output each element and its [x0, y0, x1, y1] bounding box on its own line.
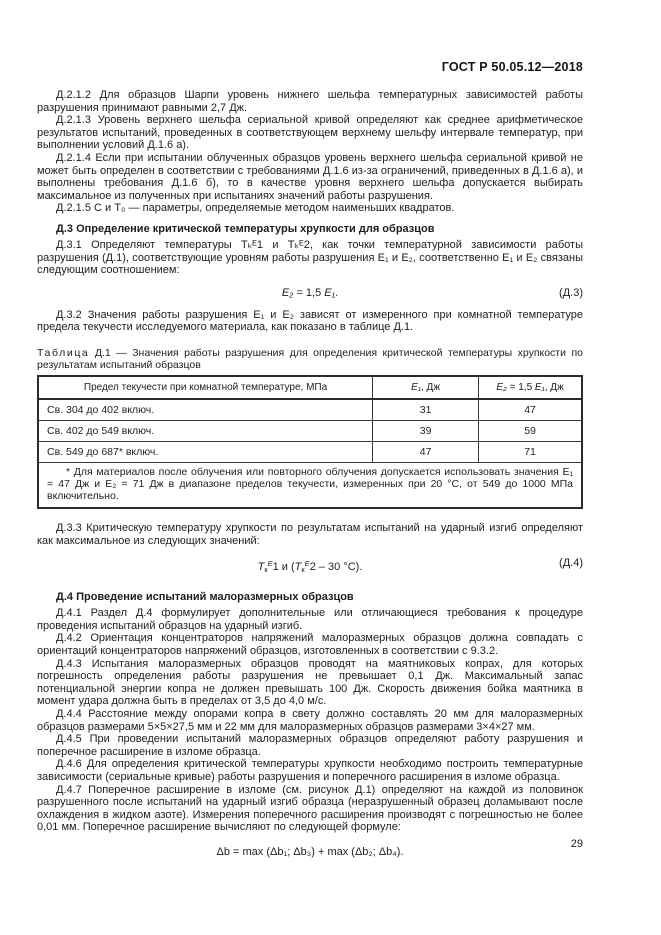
table-cell-range-2: Св. 402 до 549 включ.: [38, 421, 373, 442]
formula-d4-sub1: к: [264, 565, 268, 575]
table-caption: [37, 347, 583, 371]
formula-delta-b-body: Δb = max (Δb₁; Δb₃) + max (Δb₂; Δb₄).: [216, 845, 404, 858]
table-header-yield-strength: Предел текучести при комнатной температуре, МПа: [38, 376, 373, 399]
paragraph-d4-6: Д.4.6 Для определения критической температуры хрупкости необходимо построить температурные зависимости (сериальные кривые) работы разрушения и поперечного расширения в изломе образца.: [37, 758, 583, 783]
formula-d4-body: [258, 561, 363, 573]
formula-d4-t2: T: [294, 561, 302, 574]
formula-d4-t1: T: [257, 561, 265, 574]
table-row: [38, 421, 582, 442]
table-header-e2-mid: = 1,5: [506, 382, 535, 394]
table-footnote: [38, 463, 582, 508]
table-cell-e2-3: 71: [479, 442, 582, 463]
formula-d4-mid: и (: [278, 561, 295, 574]
table-header-e2-var2: E₁: [534, 382, 545, 394]
table-cell-e1-2: 39: [373, 421, 479, 442]
table-header-e2-var1: E₂: [496, 382, 507, 394]
paragraph-d4-3: Д.4.3 Испытания малоразмерных образцов проводят на маятниковых копрах, для которых погрешность определения работы разрушения не превышает 0,1 Дж. Максимальный запас потенциальной энергии копра не должен превышать 100 Дж. Скорость движения бойка маятника в момент удара должна быть в пределах от 3,5 до 4,0 м/с.: [37, 657, 583, 708]
formula-d3-mid: = 1,5: [293, 286, 325, 299]
table-header-e2: [479, 376, 582, 399]
paragraph-d4-7: Д.4.7 Поперечное расширение в изломе (см. рисунок Д.1) определяют на каждой из половинок разрушенного после испытаний на ударный изгиб образца (неразрушенный образец доламывают после охлаждения в жидком азоте). Измерения поперечного расширения производят с погрешностью не более 0,01 мм. Поперечное расширение вычисляют по следующей формуле:: [37, 783, 583, 834]
table-row: [38, 442, 582, 463]
table-cell-range-3: Св. 549 до 687* включ.: [38, 442, 373, 463]
paragraph-d3-3: Д.3.3 Критическую температуру хрупкости по результатам испытаний на ударный изгиб определяют как максимальное из следующих значений:: [37, 522, 583, 547]
formula-d4-n1: 1: [272, 561, 279, 574]
paragraph-d2-1-3: Д.2.1.3 Уровень верхнего шельфа сериальной кривой определяют как среднее арифметическое результатов испытаний, проведенных в соответствующем верхнему шельфу интервале температур, при выполнении условий Д.1.6 а).: [37, 114, 583, 152]
paragraph-d4-4: Д.4.4 Расстояние между опорами копра в свету должно составлять 20 мм для малоразмерных образцов размерами 5×5×27,5 мм и 22 мм для малоразмерных образцов размерами 3×4×27 мм.: [37, 707, 583, 733]
table-row: [38, 399, 582, 421]
table-footnote-text: * Для материалов после облучения или повторного облучения допускается использовать значения E₁ = 47 Дж и E₂ = 71 Дж в диапазоне пределов текучести, измеренных при 20 °C, от 549 до 1000 МПа включительно.: [47, 466, 573, 503]
document-content: [37, 60, 583, 868]
paragraph-d4-1: Д.4.1 Раздел Д.4 формулирует дополнительные или отличающиеся требования к процедуре проведения испытаний образцов на ударный изгиб.: [37, 607, 583, 632]
table-header-row: [38, 376, 582, 399]
paragraph-d3-2: Д.3.2 Значения работы разрушения E₁ и E₂ зависят от измеренного при комнатной температуре предела текучести исследуемого материала, как показано в таблице Д.1.: [37, 308, 583, 334]
table-header-e1: [373, 376, 479, 399]
table-caption-number: Д.1: [89, 346, 111, 359]
table-cell-range-1: Св. 304 до 402 включ.: [38, 399, 373, 421]
formula-d3-body: [282, 287, 338, 299]
formula-d4-sup1: E: [267, 559, 273, 569]
table-header-e2-unit: , Дж: [544, 382, 564, 394]
document-header-title: ГОСТ Р 50.05.12—2018: [441, 60, 583, 74]
formula-d4-number: (Д.4): [559, 557, 583, 570]
formula-d3-var2: E₁: [324, 286, 336, 299]
table-d1: [37, 375, 583, 509]
table-cell-e2-1: 47: [479, 399, 582, 421]
paragraph-d2-1-2: Д.2.1.2 Для образцов Шарпи уровень нижнего шельфа температурных зависимостей работы разрушения принимают равными 2,7 Дж.: [37, 89, 583, 114]
paragraph-d2-1-5: Д.2.1.5 С и Т₀ — параметры, определяемые методом наименьших квадратов.: [56, 202, 455, 215]
page-number: 29: [570, 838, 583, 850]
table-caption-label: Таблица: [37, 346, 90, 359]
paragraph-d4-2: Д.4.2 Ориентация концентраторов напряжений малоразмерных образцов должна совпадать с ориентаций концентраторов напряжений образцов, изготовленных в соответствии с 9.3.2.: [37, 632, 583, 657]
table-footnote-row: [38, 463, 582, 508]
formula-d3-number: (Д.3): [559, 286, 583, 299]
table-header-e1-unit: , Дж: [420, 382, 441, 394]
formula-d3-end: .: [335, 286, 339, 299]
table-cell-e1-3: 47: [373, 442, 479, 463]
table-caption-text: — Значения работы разрушения для определения критической температуры хрупкости по результатам испытаний образцов: [37, 346, 583, 372]
formula-d4-n2: 2: [309, 561, 316, 574]
paragraph-d4-5: Д.4.5 При проведении испытаний малоразмерных образцов определяют работу разрушения и поперечное расширение в изломе образца.: [37, 733, 583, 758]
table-header-e1-var: E₁: [411, 382, 421, 394]
formula-d4-sub2: к: [301, 565, 305, 575]
formula-d4-sup2: E: [304, 559, 310, 569]
section-heading-d3: Д.3 Определение критической температуры хрупкости для образцов: [56, 222, 435, 235]
table-cell-e2-2: 59: [479, 421, 582, 442]
paragraph-d2-1-4: Д.2.1.4 Если при испытании облученных образцов уровень верхнего шельфа сериальной кривой не может быть определен в соответствии с требованиями Д.1.6 из-за ограничений, приведенных в Д.1.6 а), и выполнены требования Д.1.6 б), то в качестве уровня верхнего шельфа допускается выбирать максимальное из полученных при испытаниях значений работы разрушения.: [37, 151, 583, 202]
section-heading-d4: Д.4 Проведение испытаний малоразмерных образцов: [56, 591, 354, 604]
formula-d3: [37, 287, 583, 300]
paragraph-d3-1: Д.3.1 Определяют температуры Tₖᴱ1 и Tₖᴱ2, как точки температурной зависимости работы разрушения (Д.1), соответствующие уровням работы разрушения E₁ и E₂, соответственно E₁ и E₂ связаны следующим соотношением:: [37, 238, 583, 277]
formula-d4: [37, 557, 583, 576]
formula-d4-end: – 30 °C).: [315, 561, 363, 574]
table-cell-e1-1: 31: [373, 399, 479, 421]
formula-d3-var1: E₂: [281, 286, 294, 299]
